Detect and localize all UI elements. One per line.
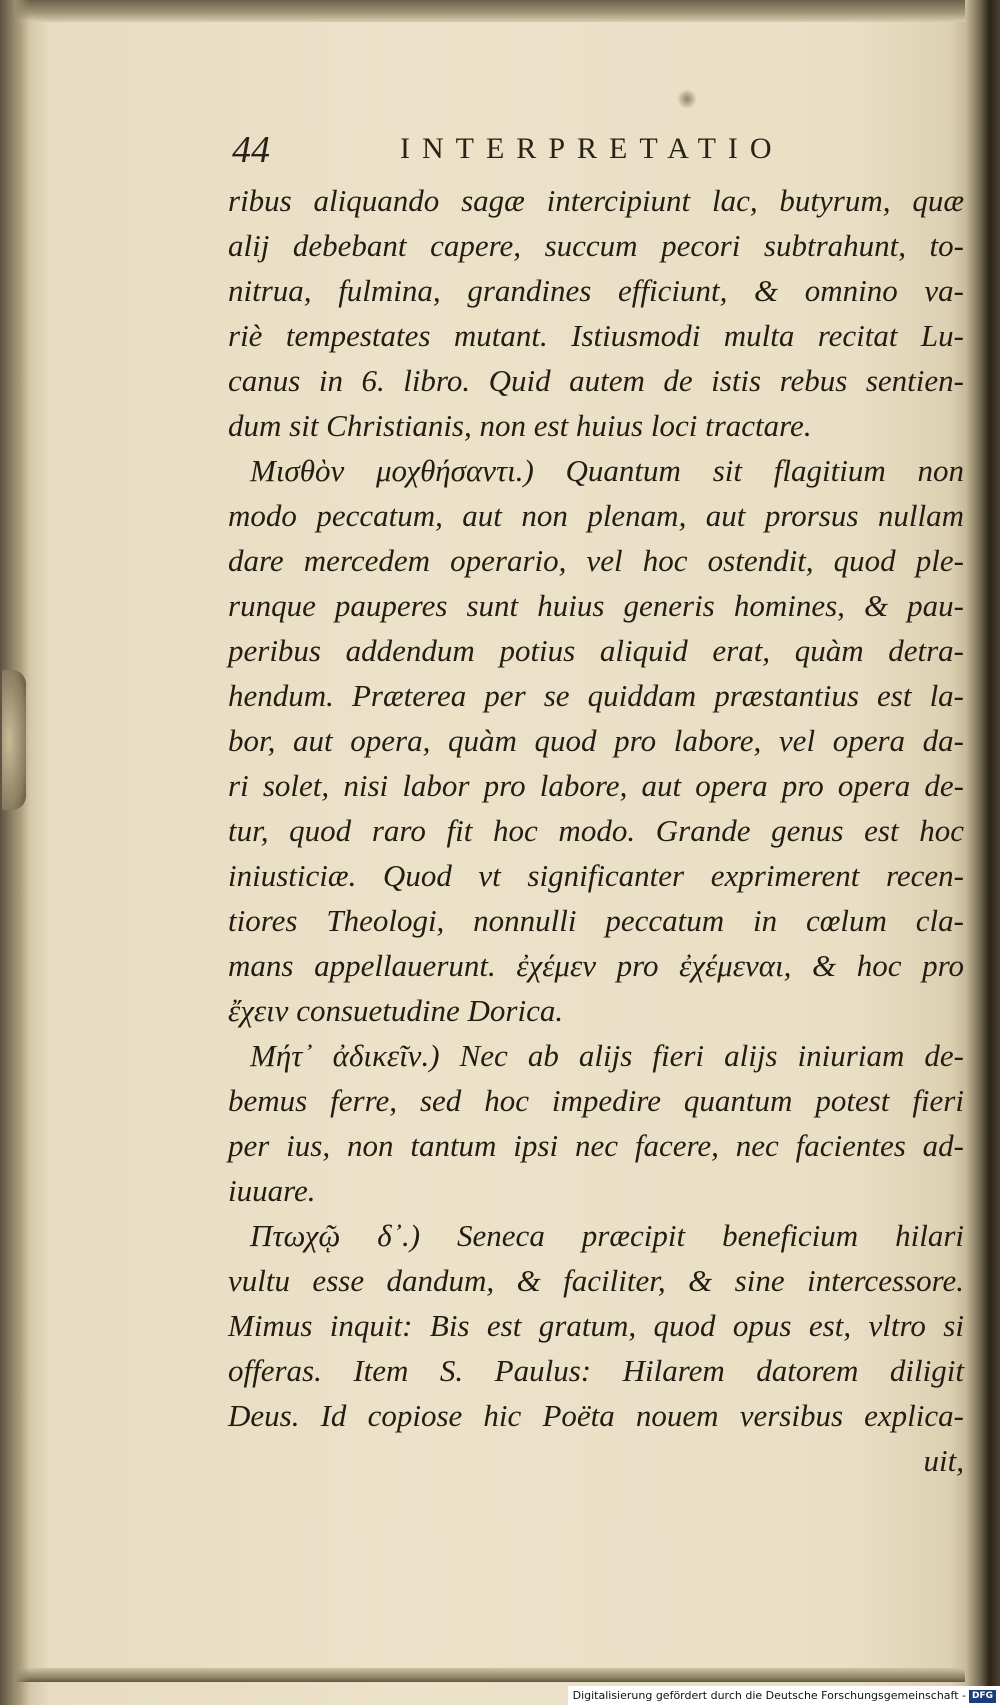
text-line: bemus ferre, sed hoc impedire quantum potest fieri	[228, 1083, 964, 1118]
book-top-edge	[0, 0, 1000, 22]
binding-shadow	[0, 0, 30, 1705]
text-line: Πτωχῷ δ᾽.) Seneca præcipit beneficium hilari	[250, 1218, 964, 1253]
text-line: riè tempestates mutant. Istiusmodi multa recitat Lu-	[228, 318, 964, 353]
text-line: ribus aliquando sagæ intercipiunt lac, butyrum, quæ	[228, 183, 964, 218]
text-line: Deus. Id copiose hic Poëta nouem versibus explica-	[228, 1398, 964, 1433]
text-line: ri solet, nisi labor pro labore, aut opera pro opera de-	[228, 768, 964, 803]
text-line: Mimus inquit: Bis est gratum, quod opus est, vltro si	[228, 1308, 964, 1343]
text-line: iniusticiæ. Quod vt significanter exprimerent recen-	[228, 858, 964, 893]
text-line: offeras. Item S. Paulus: Hilarem datorem diligit	[228, 1353, 964, 1388]
body-text	[228, 178, 964, 1483]
page-number: 44	[232, 129, 270, 171]
ink-blot	[678, 88, 696, 110]
digitization-credit	[568, 1686, 1000, 1705]
dfg-logo: DFG	[969, 1690, 996, 1703]
text-line: mans appellauerunt. ἐχέμεν pro ἐχέμεναι, & hoc pro	[228, 948, 964, 983]
text-line: nitrua, fulmina, grandines efficiunt, & omnino va-	[228, 273, 964, 308]
text-line: peribus addendum potius aliquid erat, quàm detra-	[228, 633, 964, 668]
text-line: iuuare.	[228, 1173, 316, 1208]
book-bottom-edge	[0, 1668, 1000, 1682]
text-line: Μισθὸν μοχθήσαντι.) Quantum sit flagitium non	[250, 453, 964, 488]
text-line: modo peccatum, aut non plenam, aut prorsus nullam	[228, 498, 964, 533]
credit-text: Digitalisierung gefördert durch die Deutsche Forschungsgemeinschaft -	[572, 1689, 966, 1702]
text-line: ἔχειν consuetudine Dorica.	[228, 993, 564, 1028]
text-line: Μήτ᾽ ἀδικεῖν.) Nec ab alijs fieri alijs iniuriam de-	[250, 1038, 964, 1073]
text-line: vultu esse dandum, & faciliter, & sine intercessore.	[228, 1263, 964, 1298]
facing-page-gutter	[965, 0, 1000, 1705]
text-line: dare mercedem operario, vel hoc ostendit, quod ple-	[228, 543, 964, 578]
text-line: canus in 6. libro. Quid autem de istis rebus sentien-	[228, 363, 964, 398]
text-line: tiores Theologi, nonnulli peccatum in cœlum cla-	[228, 903, 964, 938]
catchword: uit,	[923, 1443, 964, 1478]
text-line: runque pauperes sunt huius generis homines, & pau-	[228, 588, 964, 623]
page-header	[232, 128, 872, 172]
text-line: per ius, non tantum ipsi nec facere, nec facientes ad-	[228, 1128, 964, 1163]
text-line: hendum. Præterea per se quiddam præstantius est la-	[228, 678, 964, 713]
text-line: dum sit Christianis, non est huius loci tractare.	[228, 408, 812, 443]
text-line: alij debebant capere, succum pecori subtrahunt, to-	[228, 228, 964, 263]
text-line: tur, quod raro fit hoc modo. Grande genus est hoc	[228, 813, 964, 848]
text-line: bor, aut opera, quàm quod pro labore, vel opera da-	[228, 723, 964, 758]
binding-clasp	[2, 670, 26, 810]
running-title: INTERPRETATIO	[400, 132, 784, 165]
